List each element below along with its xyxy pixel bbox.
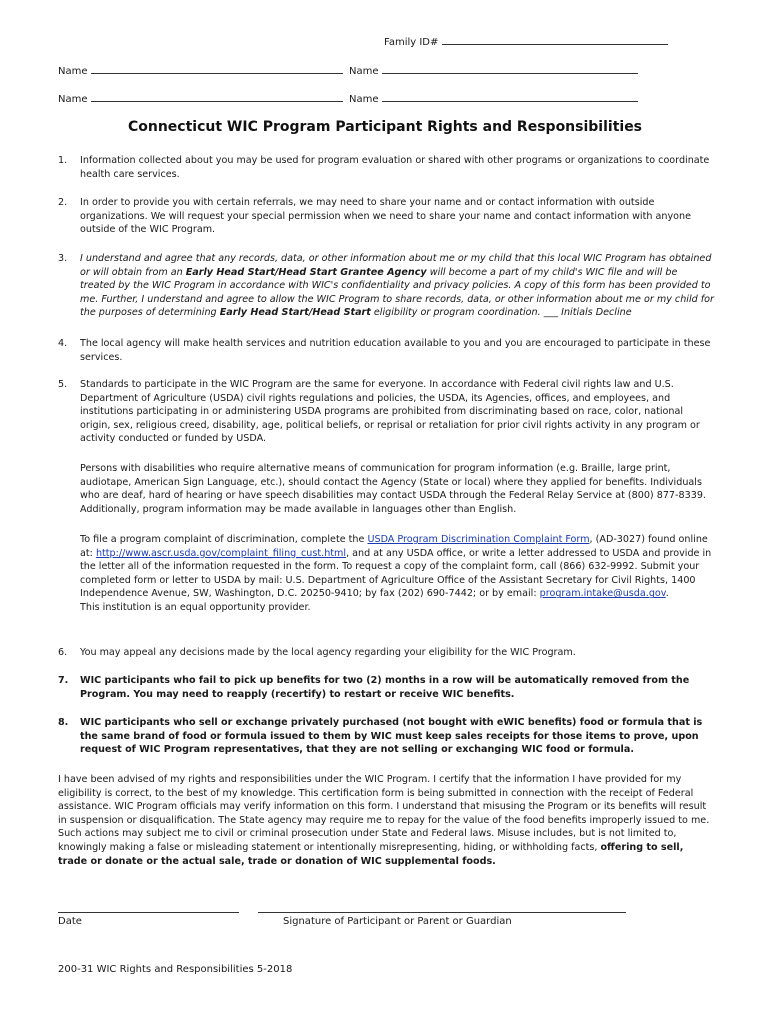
date-line[interactable] <box>58 912 239 913</box>
complaint-paragraph: To file a program complaint of discrimination, complete the USDA Program Discrimination Complaint Form, (AD-3027) found online at: http://www.ascr.usda.gov/complaint_filing_cust.html, and at any USDA office, or write a letter addressed to USDA and provide in the letter all of the information requested in the form. To request a copy of the complaint form, call (866) 632-9992. Submit your completed form or letter to USDA by mail: U.S. Department of Agriculture Office of the Assistant Secretary for Civil Rights, 1400 Independence Avenue, SW, Washington, D.C. 20250-9410; by fax (202) 690-7442; or by email: program.intake@usda.gov. This institution is an equal opportunity provider. <box>80 534 712 613</box>
certification-paragraph: I have been advised of my rights and responsibilities under the WIC Program. I certify that the information I have provided for my eligibility is correct, to the best of my knowledge. This certification form is being submitted in connection with the receipt of Federal assistance. WIC Program officials may verify information on this form. I understand that misusing the Program or its benefits will result in suspension or disqualification. The State agency may require me to repay for the value of the food benefits improperly issued to me. Such actions may subject me to civil or criminal prosecution under State and Federal laws. Misuse includes, but is not limited to, knowingly making a false or misleading statement or intentionally misrepresenting, hiding, or withholding facts, offering to sell, trade or donate or the actual sale, trade or donation of WIC supplemental foods. <box>58 774 710 867</box>
item-number: 4. <box>58 338 68 349</box>
item-number: 6. <box>58 647 68 658</box>
item-text: I understand and agree that any records, data, or other information about me or my child that this local WIC Program has obtained or will obtain from an Early Head Start/Head Start Grantee Agency will become a part of my child's WIC file and will be treated by the WIC Program in accordance with WIC's confidentiality and privacy policies. A copy of this form has been provided to me. Further, I understand and agree to allow the WIC Program to share records, data, or other information about me or my child for the purposes of determining Early Head Start/Head Start eligibility or program coordination. ___ Initials Decline <box>80 253 714 319</box>
family-id-field[interactable] <box>384 34 668 50</box>
complaint-url-link[interactable]: http://www.ascr.usda.gov/complaint_filing_cust.html <box>95 547 347 559</box>
name-field-3[interactable] <box>58 91 343 107</box>
item-text: In order to provide you with certain referrals, we may need to share your name and or contact information with outside organizations. We will request your special permission when we need to share your name and contact information with anyone outside of the WIC Program. <box>80 197 691 236</box>
item-number: 1. <box>58 155 68 166</box>
name-field-4[interactable] <box>349 91 638 107</box>
item-number: 3. <box>58 253 68 264</box>
item-number: 5. <box>58 379 68 390</box>
list-item-4 <box>58 337 714 364</box>
item-text: Information collected about you may be used for program evaluation or shared with other programs or organizations to coordinate health care services. <box>80 155 710 180</box>
name-label: Name <box>349 94 379 105</box>
name-field-2[interactable] <box>349 63 638 79</box>
name-label: Name <box>58 94 88 105</box>
list-item-5 <box>58 378 714 446</box>
list-item-2 <box>58 196 714 237</box>
signature-line[interactable] <box>258 912 626 913</box>
signature-label: Signature of Participant or Parent or Guardian <box>283 916 512 927</box>
name-blank[interactable] <box>91 63 343 74</box>
family-id-label: Family ID# <box>384 37 439 48</box>
item-text: WIC participants who fail to pick up benefits for two (2) months in a row will be automatically removed from the Program. You may need to reapply (recertify) to restart or receive WIC benefits. <box>80 675 690 700</box>
complaint-form-link[interactable]: USDA Program Discrimination Complaint Form <box>367 534 590 545</box>
item-text: The local agency will make health services and nutrition education available to you and you are encouraged to participate in these services. <box>80 338 711 363</box>
name-blank[interactable] <box>382 91 638 102</box>
list-item-3 <box>58 252 714 320</box>
item-text: You may appeal any decisions made by the local agency regarding your eligibility for the WIC Program. <box>80 647 576 658</box>
date-label: Date <box>58 916 82 927</box>
item-text: Standards to participate in the WIC Program are the same for everyone. In accordance with Federal civil rights law and U.S. Department of Agriculture (USDA) civil rights regulations and policies, the USDA, its Agencies, offices, and employees, and institutions participating in or administering USDA programs are prohibited from discriminating based on race, color, national origin, sex, religious creed, disability, age, political beliefs, or reprisal or retaliation for prior civil rights activity in any program or activity conducted or funded by USDA. <box>80 379 700 445</box>
name-blank[interactable] <box>382 63 638 74</box>
list-item-8 <box>58 716 714 757</box>
form-footer: 200-31 WIC Rights and Responsibilities 5-2018 <box>58 964 293 975</box>
family-id-blank[interactable] <box>442 34 668 45</box>
list-item-1 <box>58 154 714 181</box>
item-number: 2. <box>58 197 68 208</box>
item-text: WIC participants who sell or exchange privately purchased (not bought with eWIC benefits) food or formula that is the same brand of food or formula issued to them by WIC must keep sales receipts for those items to prove, upon request of WIC Program representatives, that they are not selling or exchanging WIC food or formula. <box>80 717 703 756</box>
list-item-6 <box>58 646 714 660</box>
name-label: Name <box>349 66 379 77</box>
equal-opportunity-text: This institution is an equal opportunity provider. <box>80 601 311 613</box>
list-item-7 <box>58 674 714 701</box>
item-number: 7. <box>58 675 69 686</box>
name-blank[interactable] <box>91 91 343 102</box>
name-label: Name <box>58 66 88 77</box>
accessibility-paragraph: Persons with disabilities who require alternative means of communication for program information (e.g. Braille, large print, audiotape, American Sign Language, etc.), should contact the Agency (State or local) where they applied for benefits. Individuals who are deaf, hard of hearing or have speech disabilities may contact USDA through the Federal Relay Service at (800) 877-8339. Additionally, program information may be made available in languages other than English. <box>80 463 706 515</box>
item-number: 8. <box>58 717 69 728</box>
name-field-1[interactable] <box>58 63 343 79</box>
page-title: Connecticut WIC Program Participant Rights and Responsibilities <box>127 119 643 135</box>
email-link[interactable]: program.intake@usda.gov <box>539 588 666 600</box>
